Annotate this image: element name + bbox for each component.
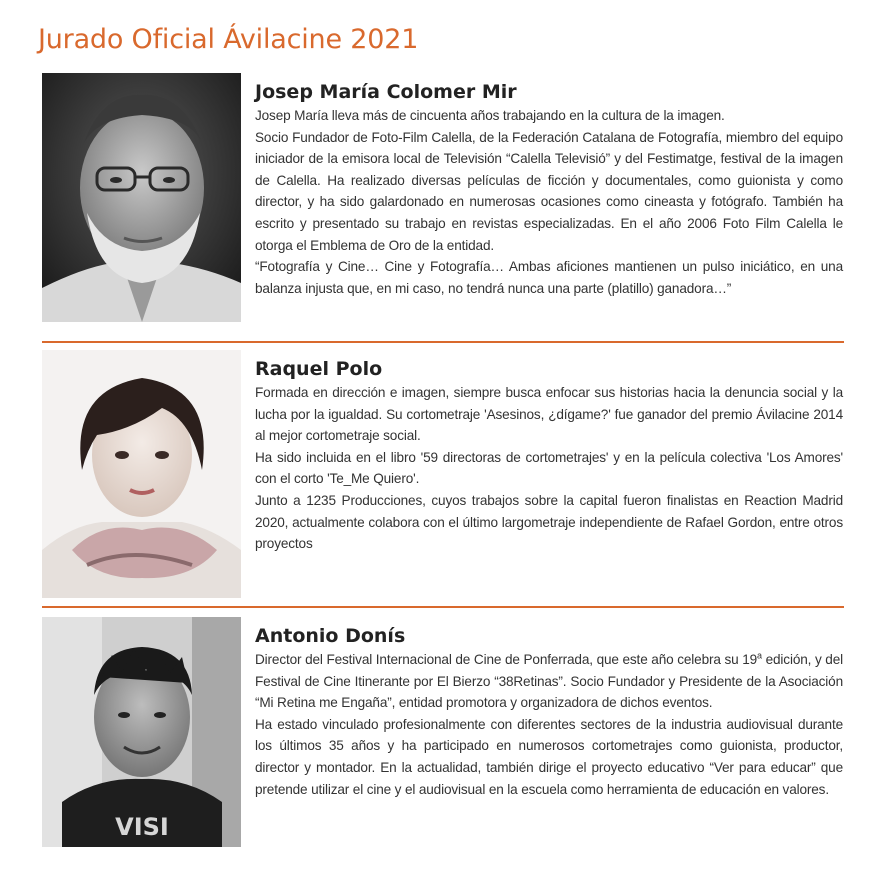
bio-text: Director del Festival Internacional de Cine de Ponferrada, que este año celebra su 19 [255, 652, 758, 667]
portrait-photo [42, 73, 241, 322]
portrait-photo [42, 350, 241, 598]
bio [255, 73, 843, 299]
bio-paragraph: Junto a 1235 Producciones, cuyos trabajos sobre la capital fueron finalistas en Reaction Madrid 2020, actualmente colabora con el último largometraje independiente de Rafael Gordon, entre otros proyectos [255, 492, 843, 552]
section-divider [42, 606, 844, 608]
member-name: Antonio Donís [255, 625, 406, 647]
ordinal-superscript: a [757, 650, 762, 661]
bio-paragraph: Formada en dirección e imagen, siempre busca enfocar sus historias hacia la denuncia social y la lucha por la igualdad. Su cortometraje 'Asesinos, ¿dígame?' fue ganador del premio Ávilacine 2014 al mejor cortometraje social. [255, 385, 843, 444]
jury-member-donis [42, 617, 844, 857]
jury-member-colomer [42, 73, 844, 343]
bio [255, 350, 843, 555]
bio-text: edición, y del Festival de Cine Itinerante por El Bierzo “38Retinas”. Socio Fundador y Presidente de la Asociación “Mi Retina me Engaña”, entidad promotora y organizadora de dichos eventos. [255, 652, 843, 711]
bio-paragraph [255, 649, 843, 714]
svg-text:VISI: VISI [115, 813, 169, 841]
bio-quote: “Fotografía y Cine… Cine y Fotografía… Ambas aficiones mantienen un pulso iniciático, en una balanza injusta que, en mi caso, no tendrá nunca una parte (platillo) ganadora…” [255, 259, 843, 296]
member-name: Josep María Colomer Mir [255, 81, 517, 103]
bio-paragraph: Ha sido incluida en el libro '59 directoras de cortometrajes' y en la película colectiva 'Los Amores' con el corto 'Te_Me Quiero'. [255, 449, 843, 487]
bio-paragraph: Josep María lleva más de cincuenta años trabajando en la cultura de la imagen. [255, 108, 725, 123]
page-title: Jurado Oficial Ávilacine 2021 [38, 24, 419, 55]
member-name: Raquel Polo [255, 358, 383, 380]
bio [255, 617, 843, 800]
jury-member-polo [42, 350, 844, 608]
portrait-photo [42, 617, 241, 847]
bio-paragraph: Ha estado vinculado profesionalmente con diferentes sectores de la industria audiovisual durante los últimos 35 años y ha participado en numerosos cortometrajes como guionista, productor, director y montador. En la actualidad, también dirige el proyecto educativo “Ver para educar” que pretende utilizar el cine y el audiovisual en la escuela como herramienta de educación en valores. [255, 716, 843, 797]
section-divider [42, 341, 844, 343]
bio-paragraph: Socio Fundador de Foto-Film Calella, de la Federación Catalana de Fotografía, miembro del equipo iniciador de la emisora local de Televisión “Calella Televisió” y del Festimatge, festival de la imagen de Calella. Ha realizado diversas películas de ficción y documentales, como guionista y como director, y ha sido galardonado en numerosas ocasiones como cineasta y fotógrafo. También ha escrito y presentado su trabajo en revistas especializadas. En el año 2006 Foto Film Calella le otorga el Emblema de Oro de la entidad. [255, 129, 843, 253]
